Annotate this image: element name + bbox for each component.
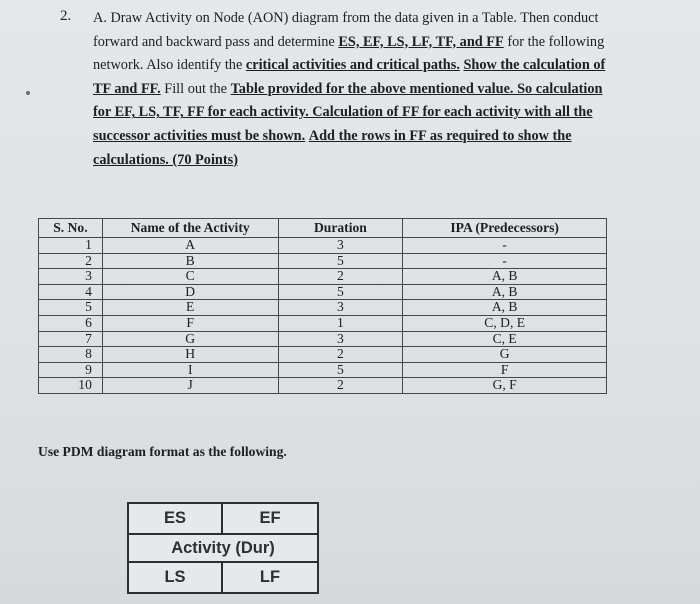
cell-sno: 10 (39, 378, 103, 394)
table-row (39, 300, 607, 316)
pdm-ls-label: LS (129, 563, 223, 592)
cell-ipa: - (403, 238, 607, 254)
cell-duration: 3 (278, 300, 403, 316)
cell-sno: 8 (39, 347, 103, 363)
cell-activity: D (102, 284, 278, 300)
cell-activity: J (102, 378, 278, 394)
cell-activity: A (102, 238, 278, 254)
table-row (39, 269, 607, 285)
cell-duration: 5 (278, 253, 403, 269)
table-row (39, 331, 607, 347)
cell-activity: C (102, 269, 278, 285)
table-row (39, 315, 607, 331)
table-row (39, 253, 607, 269)
cell-ipa: C, E (403, 331, 607, 347)
cell-duration: 5 (278, 284, 403, 300)
pdm-node-diagram (127, 502, 319, 594)
pdm-bottom-row (129, 563, 317, 592)
cell-activity: I (102, 362, 278, 378)
pdm-es-label: ES (129, 504, 223, 533)
question-emphasis: Table provided for the above mentioned value. So calculation for EF, LS, TF, FF for each activity. Calculation of FF for each activity with all the successor activities must be shown. (93, 80, 603, 144)
question-emphasis: ES, EF, LS, LF, TF, and FF (338, 33, 504, 50)
cell-sno: 6 (39, 315, 103, 331)
question-emphasis: critical activities and critical paths. (245, 57, 460, 74)
question-text (93, 7, 608, 172)
header-duration: Duration (278, 219, 403, 238)
cell-duration: 2 (278, 378, 403, 394)
pdm-caption: Use PDM diagram format as the following. (38, 444, 287, 459)
pdm-activity-label: Activity (Dur) (129, 535, 317, 563)
question-emphasis: Add the rows in FF as required to show the calculations. (70 Points) (93, 127, 572, 168)
cell-sno: 5 (39, 300, 103, 316)
question-number: 2. (60, 8, 72, 24)
cell-activity: H (102, 347, 278, 363)
cell-sno: 2 (39, 253, 103, 269)
header-sno: S. No. (39, 219, 103, 238)
cell-duration: 3 (278, 331, 403, 347)
header-activity-name: Name of the Activity (102, 219, 278, 238)
pdm-lf-label: LF (259, 568, 281, 586)
stray-dot (26, 91, 30, 95)
activity-table (38, 218, 607, 394)
table-row (39, 378, 607, 394)
cell-ipa: - (403, 253, 607, 269)
cell-activity: E (102, 300, 278, 316)
cell-duration: 2 (278, 269, 403, 285)
question-emphasis: Show the calculation of TF and FF. (93, 57, 606, 97)
cell-ipa: C, D, E (403, 315, 607, 331)
cell-duration: 2 (278, 347, 403, 363)
cell-sno: 9 (39, 362, 103, 378)
question-text-segment: for the following network. Also identify the (93, 33, 605, 74)
cell-activity: B (102, 253, 278, 269)
cell-activity: F (102, 315, 278, 331)
cell-sno: 1 (39, 238, 103, 254)
cell-ipa: A, B (403, 269, 607, 285)
cell-ipa: A, B (403, 300, 607, 316)
cell-ipa: F (403, 362, 607, 378)
cell-activity: G (102, 331, 278, 347)
pdm-ef-label: EF (259, 509, 281, 527)
cell-sno: 3 (39, 269, 103, 285)
table-row (39, 347, 607, 363)
cell-sno: 4 (39, 284, 103, 300)
question-text-segment: A. Draw Activity on Node (AON) diagram from the data given in a Table. Then conduct forward and backward pass and determine (93, 10, 599, 50)
table-row (39, 284, 607, 300)
pdm-top-row (129, 504, 317, 535)
table-row (39, 238, 607, 254)
cell-duration: 5 (278, 362, 403, 378)
cell-ipa: G (403, 347, 607, 363)
cell-sno: 7 (39, 331, 103, 347)
cell-duration: 3 (278, 238, 403, 254)
question-text-segment: Fill out the (160, 80, 231, 97)
cell-ipa: A, B (403, 284, 607, 300)
table-row (39, 362, 607, 378)
cell-ipa: G, F (403, 378, 607, 394)
header-ipa: IPA (Predecessors) (403, 219, 607, 238)
table-header-row (39, 219, 607, 238)
cell-duration: 1 (278, 315, 403, 331)
